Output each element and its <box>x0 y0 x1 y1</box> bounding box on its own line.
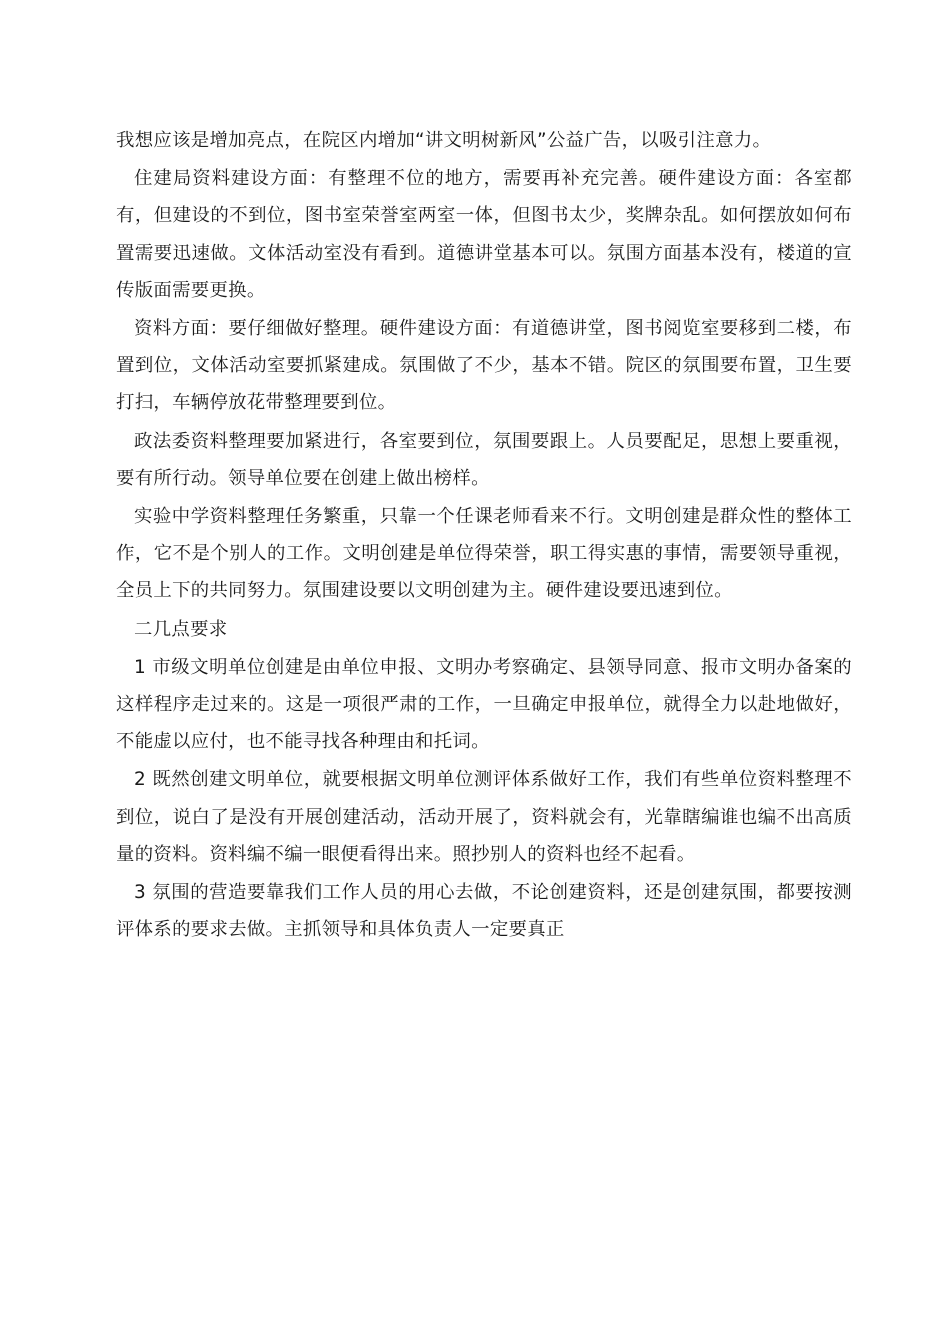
paragraph-materials-hardware: 资料方面：要仔细做好整理。硬件建设方面：有道德讲堂，图书阅览室要移到二楼，布置到位，文体活动室要抓紧建成。氛围做了不少，基本不错。院区的氛围要布置，卫生要打扫，车辆停放花带整理要到位。 <box>116 318 852 414</box>
requirement-item-3: 3 氛围的营造要靠我们工作人员的用心去做，不论创建资料，还是创建氛围，都要按测评体系的要求去做。主抓领导和具体负责人一定要真正 <box>116 882 852 941</box>
section-heading-requirements: 二几点要求 <box>134 618 228 640</box>
paragraph-highlight-suggestion: 我想应该是增加亮点，在院区内增加“讲文明树新风”公益广告，以吸引注意力。 <box>116 130 772 151</box>
paragraph-experimental-middle-school: 实验中学资料整理任务繁重，只靠一个任课老师看来不行。文明创建是群众性的整体工作，它不是个别人的工作。文明创建是单位得荣誉，职工得实惠的事情，需要领导重视，全员上下的共同努力。氛围建设要以文明创建为主。硬件建设要迅速到位。 <box>116 506 852 602</box>
requirement-item-2: 2 既然创建文明单位，就要根据文明单位测评体系做好工作，我们有些单位资料整理不到位，说白了是没有开展创建活动，活动开展了，资料就会有，光靠瞎编谁也编不出高质量的资料。资料编不编一眼便看得出来。照抄别人的资料也经不起看。 <box>116 769 852 865</box>
requirement-item-1: 1 市级文明单位创建是由单位申报、文明办考察确定、县领导同意、报市文明办备案的这样程序走过来的。这是一项很严肃的工作，一旦确定申报单位，就得全力以赴地做好，不能虚以应付，也不能寻找各种理由和托词。 <box>116 656 852 753</box>
paragraph-housing-bureau: 住建局资料建设方面：有整理不位的地方，需要再补充完善。硬件建设方面：各室都有，但建设的不到位，图书室荣誉室两室一体，但图书太少，奖牌杂乱。如何摆放如何布置需要迅速做。文体活动室没有看到。道德讲堂基本可以。氛围方面基本没有，楼道的宣传版面需要更换。 <box>116 168 852 301</box>
paragraph-political-legal-committee: 政法委资料整理要加紧进行，各室要到位，氛围要跟上。人员要配足，思想上要重视，要有所行动。领导单位要在创建上做出榜样。 <box>116 430 852 489</box>
document-body <box>116 122 852 949</box>
